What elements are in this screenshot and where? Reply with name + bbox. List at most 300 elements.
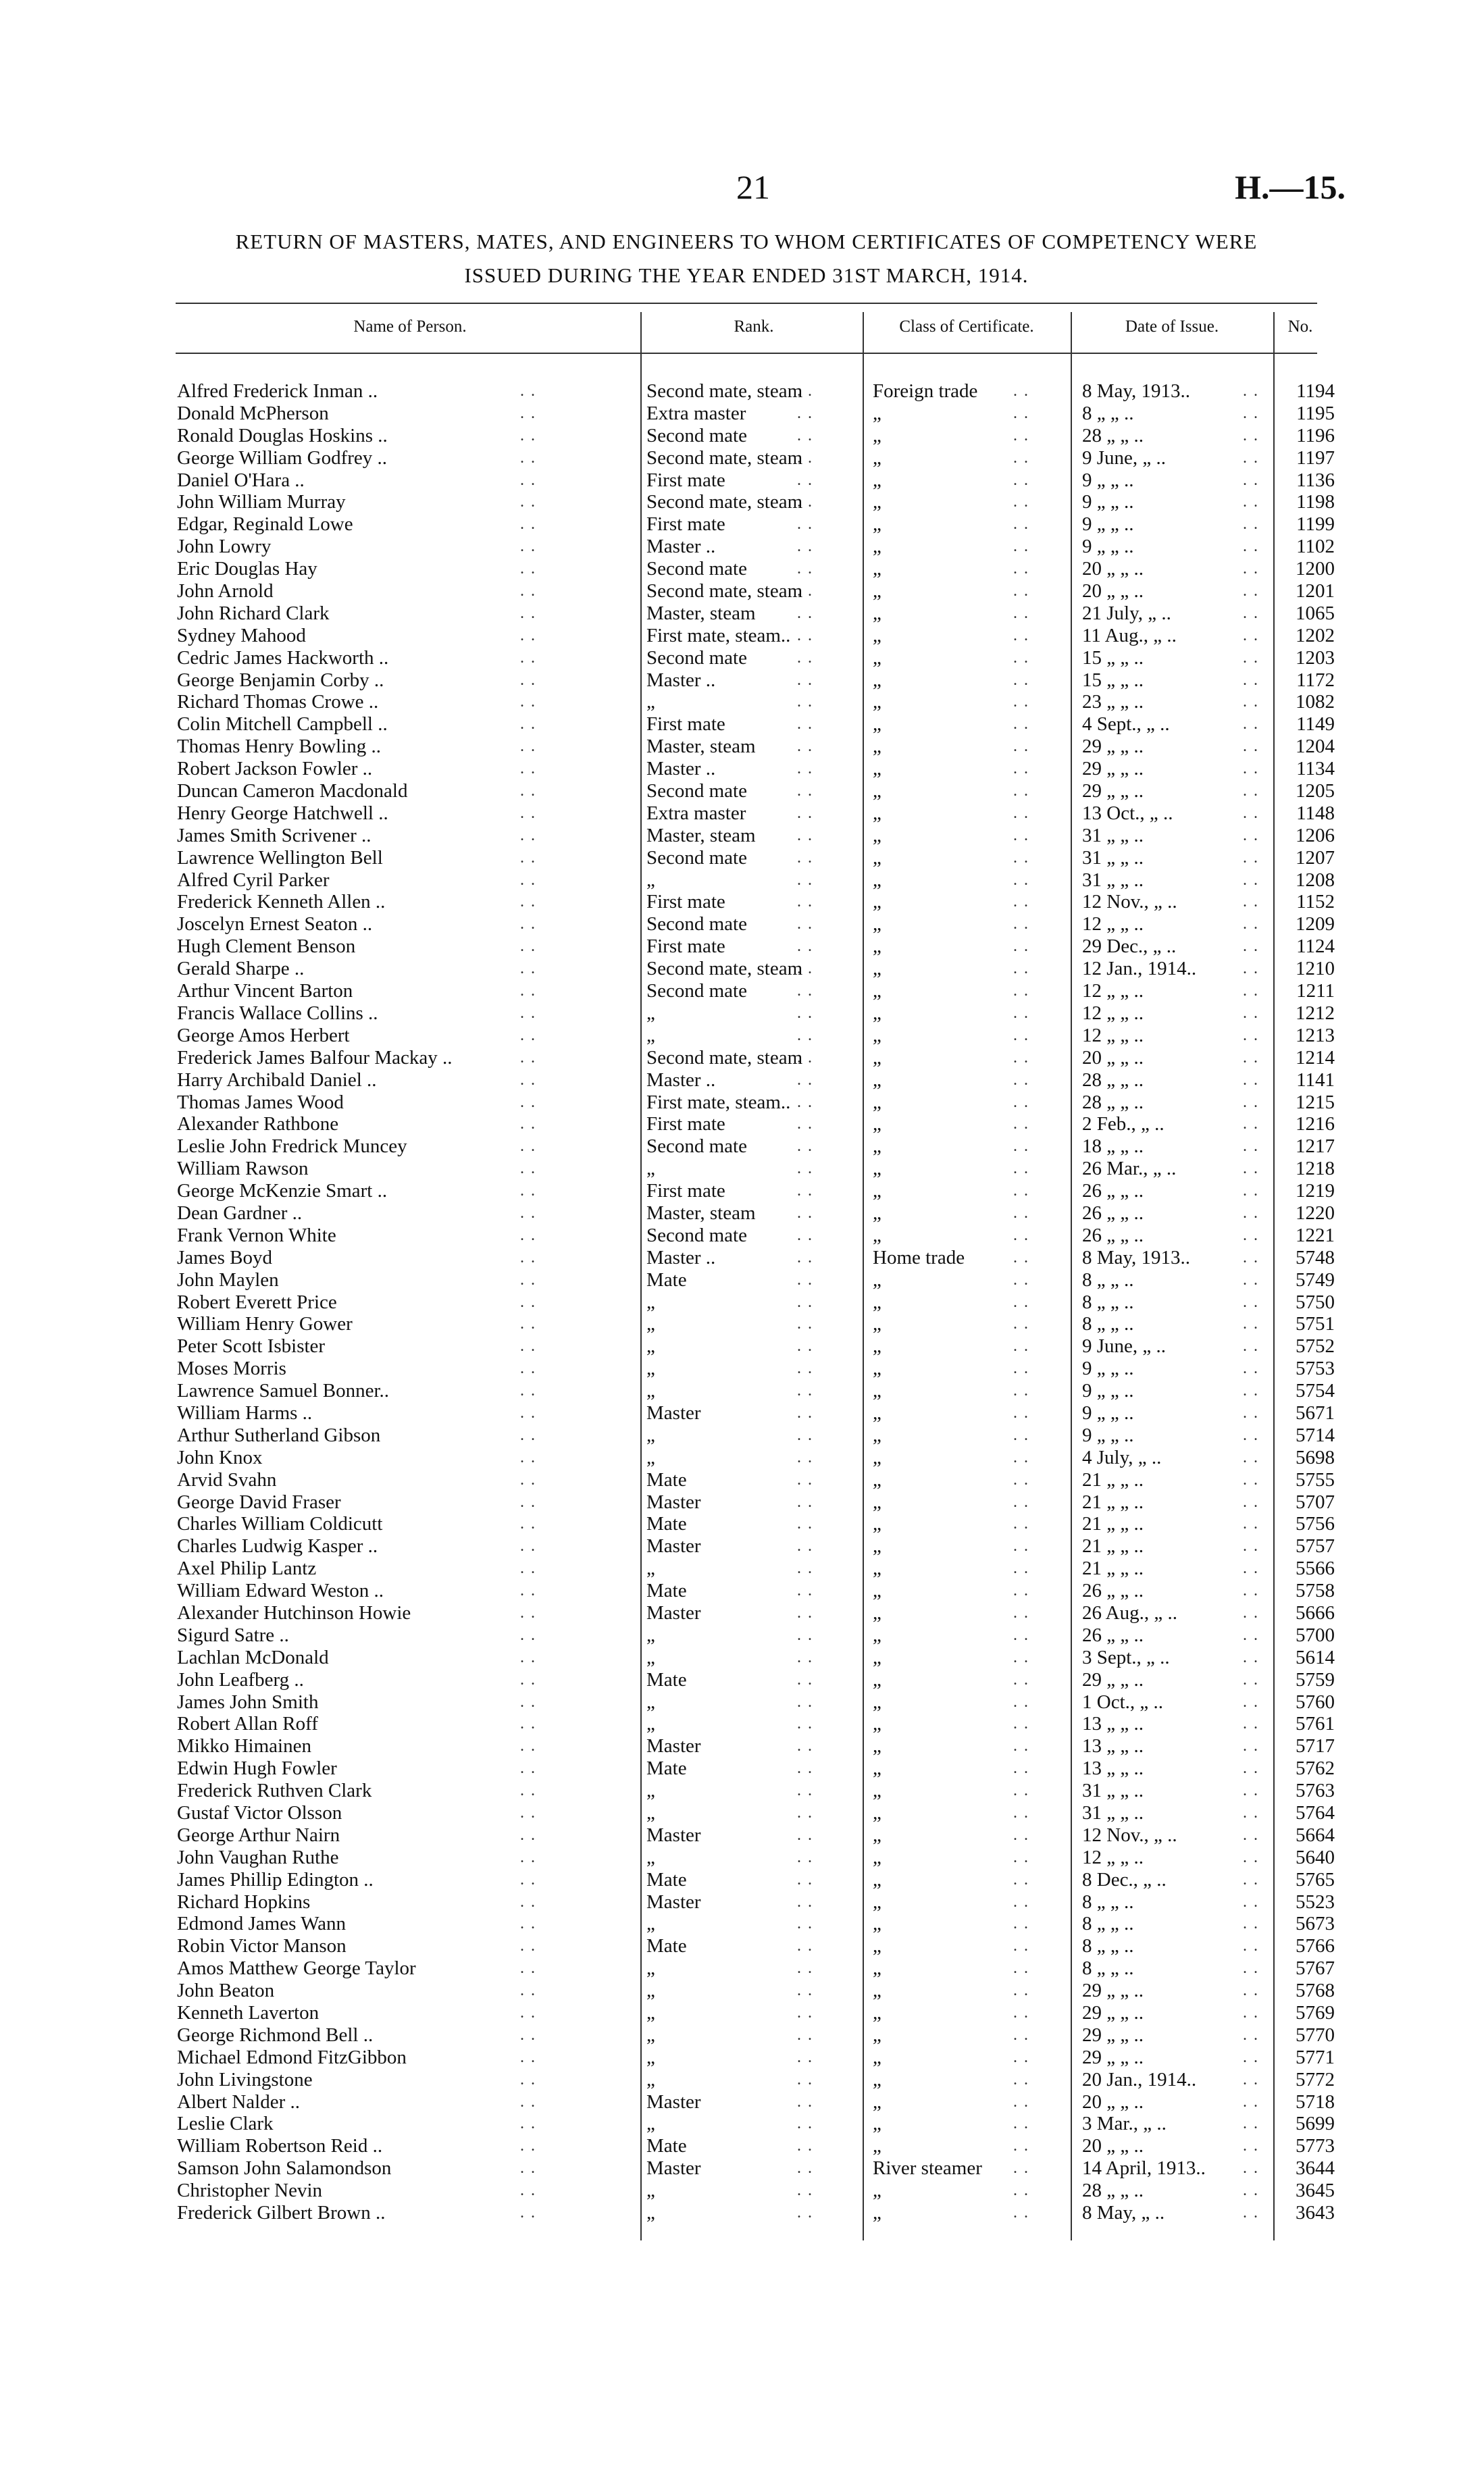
- leader-dots: ..: [1013, 1537, 1035, 1556]
- number-cell: 5614: [1296, 1646, 1335, 1668]
- table-row: [0, 1002, 1484, 1025]
- leader-dots: ..: [520, 1804, 542, 1822]
- leader-dots: ..: [797, 693, 819, 711]
- table-row: [0, 713, 1484, 736]
- leader-dots: ..: [797, 1182, 819, 1200]
- person-name: James Boyd: [177, 1246, 272, 1268]
- number-cell: 1136: [1296, 469, 1335, 491]
- date-cell: 8 May, 1913..: [1082, 380, 1191, 402]
- leader-dots: ..: [797, 1160, 819, 1178]
- leader-dots: ..: [1243, 1048, 1264, 1067]
- leader-dots: ..: [1013, 826, 1035, 844]
- table-row: [0, 513, 1484, 536]
- date-cell: 12 Jan., 1914..: [1082, 958, 1197, 980]
- number-cell: 1194: [1296, 380, 1335, 402]
- table-row: [0, 691, 1484, 713]
- leader-dots: ..: [1013, 1737, 1035, 1755]
- rank-cell: Second mate, steam: [646, 580, 803, 602]
- class-cell: „: [873, 691, 881, 713]
- class-cell: „: [873, 935, 881, 958]
- class-cell: „: [873, 1424, 881, 1446]
- rank-cell: „: [646, 1913, 655, 1935]
- rank-cell: Second mate, steam: [646, 491, 803, 513]
- class-cell: „: [873, 1069, 881, 1091]
- leader-dots: ..: [520, 871, 542, 889]
- number-cell: 5566: [1296, 1558, 1335, 1580]
- leader-dots: ..: [520, 2159, 542, 2178]
- date-cell: 26 „ „ ..: [1082, 1180, 1144, 1202]
- person-name: John Richard Clark: [177, 602, 330, 624]
- rank-cell: Second mate: [646, 424, 747, 446]
- leader-dots: ..: [1013, 1182, 1035, 1200]
- leader-dots: ..: [797, 782, 819, 800]
- leader-dots: ..: [520, 1115, 542, 1133]
- table-row: [0, 2157, 1484, 2180]
- person-name: Colin Mitchell Campbell ..: [177, 713, 388, 736]
- leader-dots: ..: [1013, 804, 1035, 822]
- rank-cell: Second mate: [646, 1135, 747, 1158]
- class-cell: „: [873, 2024, 881, 2046]
- leader-dots: ..: [1243, 626, 1264, 644]
- date-cell: 28 „ „ ..: [1082, 1091, 1144, 1113]
- table-row: [0, 958, 1484, 980]
- class-cell: „: [873, 491, 881, 513]
- date-cell: 12 „ „ ..: [1082, 1024, 1144, 1046]
- person-name: Frederick Kenneth Allen ..: [177, 891, 386, 913]
- leader-dots: ..: [520, 1093, 542, 1111]
- rank-cell: Master: [646, 1491, 701, 1513]
- table-row: [0, 1202, 1484, 1225]
- date-cell: 31 „ „ ..: [1082, 869, 1144, 891]
- person-name: Lawrence Samuel Bonner..: [177, 1380, 390, 1402]
- leader-dots: ..: [1243, 1026, 1264, 1044]
- number-cell: 1208: [1296, 869, 1335, 891]
- leader-dots: ..: [1243, 1382, 1264, 1400]
- date-cell: 21 „ „ ..: [1082, 1513, 1144, 1535]
- rank-cell: „: [646, 1335, 655, 1358]
- rank-cell: Second mate: [646, 1224, 747, 1246]
- date-cell: 20 „ „ ..: [1082, 1046, 1144, 1069]
- number-cell: 5748: [1296, 1246, 1335, 1268]
- number-cell: 1215: [1296, 1091, 1335, 1113]
- number-cell: 5700: [1296, 1624, 1335, 1646]
- number-cell: 1211: [1296, 980, 1335, 1002]
- leader-dots: ..: [797, 471, 819, 489]
- person-name: William Harms ..: [177, 1402, 313, 1424]
- class-cell: „: [873, 1358, 881, 1380]
- table-row: [0, 469, 1484, 492]
- date-cell: 9 „ „ ..: [1082, 536, 1134, 558]
- leader-dots: ..: [797, 1982, 819, 2000]
- person-name: Charles Ludwig Kasper ..: [177, 1535, 378, 1558]
- leader-dots: ..: [797, 1026, 819, 1044]
- table-row: [0, 1869, 1484, 1891]
- date-cell: 29 „ „ ..: [1082, 1980, 1144, 2002]
- date-cell: 3 Mar., „ ..: [1082, 2113, 1167, 2135]
- person-name: George William Godfrey ..: [177, 446, 388, 469]
- leader-dots: ..: [797, 1537, 819, 1556]
- leader-dots: ..: [520, 1782, 542, 1800]
- leader-dots: ..: [1013, 1337, 1035, 1356]
- leader-dots: ..: [1013, 1715, 1035, 1733]
- rank-cell: „: [646, 1646, 655, 1668]
- table-row: [0, 736, 1484, 758]
- class-cell: „: [873, 2202, 881, 2224]
- class-cell: „: [873, 913, 881, 935]
- number-cell: 1203: [1296, 646, 1335, 669]
- date-cell: 26 „ „ ..: [1082, 1224, 1144, 1246]
- leader-dots: ..: [1013, 1848, 1035, 1866]
- class-cell: „: [873, 1624, 881, 1646]
- date-cell: 29 „ „ ..: [1082, 780, 1144, 802]
- number-cell: 5699: [1296, 2113, 1335, 2135]
- number-cell: 1152: [1296, 891, 1335, 913]
- leader-dots: ..: [520, 938, 542, 956]
- class-cell: „: [873, 1180, 881, 1202]
- leader-dots: ..: [1243, 1360, 1264, 1378]
- leader-dots: ..: [1013, 1115, 1035, 1133]
- rank-cell: „: [646, 1002, 655, 1024]
- rank-cell: „: [646, 2202, 655, 2224]
- table-row: [0, 2135, 1484, 2157]
- rank-cell: „: [646, 1624, 655, 1646]
- rank-cell: First mate: [646, 891, 725, 913]
- leader-dots: ..: [520, 1404, 542, 1422]
- number-cell: 1207: [1296, 846, 1335, 869]
- date-cell: 29 „ „ ..: [1082, 758, 1144, 780]
- leader-dots: ..: [1013, 738, 1035, 756]
- leader-dots: ..: [520, 1248, 542, 1266]
- leader-dots: ..: [1243, 2137, 1264, 2155]
- person-name: John Vaughan Ruthe: [177, 1846, 339, 1868]
- person-name: James Phillip Edington ..: [177, 1868, 374, 1891]
- number-cell: 3644: [1296, 2157, 1335, 2180]
- leader-dots: ..: [1013, 1493, 1035, 1511]
- leader-dots: ..: [520, 2093, 542, 2111]
- rank-cell: First mate, steam..: [646, 1091, 791, 1113]
- person-name: Eric Douglas Hay: [177, 558, 317, 580]
- number-cell: 1200: [1296, 558, 1335, 580]
- class-cell: „: [873, 1402, 881, 1424]
- leader-dots: ..: [520, 1537, 542, 1556]
- table-row: [0, 1247, 1484, 1269]
- date-cell: 20 „ „ ..: [1082, 2135, 1144, 2157]
- leader-dots: ..: [797, 1937, 819, 1955]
- rank-cell: Master ..: [646, 536, 716, 558]
- rank-cell: „: [646, 2180, 655, 2202]
- leader-dots: ..: [1013, 1515, 1035, 1533]
- leader-dots: ..: [1013, 1670, 1035, 1689]
- person-name: Lawrence Wellington Bell: [177, 846, 383, 869]
- rank-cell: Mate: [646, 1668, 687, 1691]
- table-row: [0, 1824, 1484, 1847]
- leader-dots: ..: [1013, 448, 1035, 467]
- leader-dots: ..: [797, 915, 819, 933]
- date-cell: 4 Sept., „ ..: [1082, 713, 1170, 736]
- leader-dots: ..: [1243, 515, 1264, 534]
- class-cell: „: [873, 1802, 881, 1824]
- leader-dots: ..: [1013, 2026, 1035, 2044]
- rank-cell: Master, steam: [646, 824, 756, 846]
- leader-dots: ..: [520, 426, 542, 444]
- leader-dots: ..: [797, 982, 819, 1000]
- person-name: Moses Morris: [177, 1358, 286, 1380]
- number-cell: 1196: [1296, 424, 1335, 446]
- leader-dots: ..: [1013, 1026, 1035, 1044]
- date-cell: 26 Aug., „ ..: [1082, 1601, 1177, 1624]
- table-row: [0, 1647, 1484, 1669]
- class-cell: „: [873, 958, 881, 980]
- table-row: [0, 1780, 1484, 1802]
- leader-dots: ..: [1243, 382, 1264, 400]
- class-cell: „: [873, 1580, 881, 1602]
- number-cell: 1149: [1296, 713, 1335, 736]
- rank-cell: „: [646, 1024, 655, 1046]
- leader-dots: ..: [797, 2204, 819, 2222]
- class-cell: „: [873, 1980, 881, 2002]
- rank-cell: Master: [646, 1402, 701, 1424]
- class-cell: „: [873, 1780, 881, 1802]
- rank-cell: „: [646, 1424, 655, 1446]
- number-cell: 1209: [1296, 913, 1335, 935]
- date-cell: 12 Nov., „ ..: [1082, 891, 1177, 913]
- rank-cell: „: [646, 1957, 655, 1980]
- number-cell: 5752: [1296, 1335, 1335, 1358]
- leader-dots: ..: [1243, 2070, 1264, 2088]
- rank-cell: „: [646, 1380, 655, 1402]
- leader-dots: ..: [1013, 848, 1035, 867]
- table-row: [0, 2002, 1484, 2024]
- number-cell: 1210: [1296, 958, 1335, 980]
- leader-dots: ..: [797, 648, 819, 667]
- leader-dots: ..: [1243, 1093, 1264, 1111]
- date-cell: 8 „ „ ..: [1082, 1291, 1134, 1313]
- leader-dots: ..: [1013, 1893, 1035, 1911]
- person-name: Frank Vernon White: [177, 1224, 336, 1246]
- class-cell: „: [873, 713, 881, 736]
- number-cell: 5673: [1296, 1913, 1335, 1935]
- rank-cell: Second mate: [646, 558, 747, 580]
- number-cell: 1221: [1296, 1224, 1335, 1246]
- date-cell: 31 „ „ ..: [1082, 846, 1144, 869]
- person-name: John Arnold: [177, 580, 274, 602]
- leader-dots: ..: [1013, 2093, 1035, 2111]
- person-name: Cedric James Hackworth ..: [177, 646, 389, 669]
- date-cell: 2 Feb., „ ..: [1082, 1113, 1165, 1135]
- person-name: Sigurd Satre ..: [177, 1624, 289, 1646]
- number-cell: 1197: [1296, 446, 1335, 469]
- class-cell: „: [873, 2113, 881, 2135]
- leader-dots: ..: [1243, 538, 1264, 556]
- rank-cell: Master: [646, 2090, 701, 2113]
- leader-dots: ..: [520, 1204, 542, 1222]
- table-row: [0, 1335, 1484, 1358]
- leader-dots: ..: [1243, 1670, 1264, 1689]
- leader-dots: ..: [520, 471, 542, 489]
- leader-dots: ..: [797, 715, 819, 734]
- table-row: [0, 1180, 1484, 1202]
- leader-dots: ..: [1013, 382, 1035, 400]
- table-row: [0, 580, 1484, 602]
- leader-dots: ..: [797, 760, 819, 778]
- person-name: Richard Thomas Crowe ..: [177, 691, 379, 713]
- rank-cell: Mate: [646, 1757, 687, 1780]
- table-row: [0, 1069, 1484, 1092]
- leader-dots: ..: [797, 1737, 819, 1755]
- leader-dots: ..: [797, 1382, 819, 1400]
- leader-dots: ..: [1013, 1048, 1035, 1067]
- leader-dots: ..: [1243, 1515, 1264, 1533]
- table-row: [0, 869, 1484, 892]
- number-cell: 1220: [1296, 1202, 1335, 1224]
- person-name: Ronald Douglas Hoskins ..: [177, 424, 388, 446]
- leader-dots: ..: [1013, 2004, 1035, 2022]
- date-cell: 9 „ „ ..: [1082, 1380, 1134, 1402]
- table-row: [0, 536, 1484, 558]
- leader-dots: ..: [1013, 626, 1035, 644]
- leader-dots: ..: [1013, 1071, 1035, 1089]
- leader-dots: ..: [520, 2182, 542, 2200]
- number-cell: 5759: [1296, 1668, 1335, 1691]
- table-row: [0, 1602, 1484, 1624]
- person-name: Mikko Himainen: [177, 1735, 311, 1757]
- class-cell: „: [873, 646, 881, 669]
- leader-dots: ..: [520, 1870, 542, 1889]
- date-cell: 8 „ „ ..: [1082, 1913, 1134, 1935]
- leader-dots: ..: [1013, 471, 1035, 489]
- rank-cell: „: [646, 1980, 655, 2002]
- date-cell: 26 „ „ ..: [1082, 1202, 1144, 1224]
- person-name: John Leafberg ..: [177, 1668, 304, 1691]
- leader-dots: ..: [520, 715, 542, 734]
- number-cell: 1217: [1296, 1135, 1335, 1158]
- date-cell: 14 April, 1913..: [1082, 2157, 1206, 2180]
- class-cell: „: [873, 1291, 881, 1313]
- leader-dots: ..: [520, 2115, 542, 2133]
- column-header-no: No.: [1287, 317, 1313, 336]
- leader-dots: ..: [1243, 738, 1264, 756]
- leader-dots: ..: [520, 626, 542, 644]
- leader-dots: ..: [520, 1515, 542, 1533]
- rank-cell: Second mate, steam: [646, 1046, 803, 1069]
- leader-dots: ..: [797, 1782, 819, 1800]
- class-cell: „: [873, 424, 881, 446]
- table-row: [0, 1713, 1484, 1735]
- table-row: [0, 913, 1484, 935]
- leader-dots: ..: [1013, 1915, 1035, 1933]
- person-name: Robin Victor Manson: [177, 1935, 347, 1957]
- person-name: Christopher Nevin: [177, 2180, 323, 2202]
- leader-dots: ..: [520, 1670, 542, 1689]
- rank-cell: First mate: [646, 935, 725, 958]
- leader-dots: ..: [1243, 671, 1264, 689]
- person-name: George Benjamin Corby ..: [177, 669, 384, 691]
- rank-cell: First mate, steam..: [646, 624, 791, 646]
- person-name: Edgar, Reginald Lowe: [177, 513, 353, 536]
- leader-dots: ..: [1013, 1693, 1035, 1711]
- class-cell: „: [873, 446, 881, 469]
- leader-dots: ..: [797, 2070, 819, 2088]
- rank-cell: Second mate: [646, 646, 747, 669]
- table-row: [0, 935, 1484, 958]
- leader-dots: ..: [1243, 982, 1264, 1000]
- leader-dots: ..: [1013, 2070, 1035, 2088]
- number-cell: 1201: [1296, 580, 1335, 602]
- rank-cell: „: [646, 1358, 655, 1380]
- number-cell: 5764: [1296, 1802, 1335, 1824]
- person-name: Daniel O'Hara ..: [177, 469, 305, 491]
- leader-dots: ..: [520, 826, 542, 844]
- date-cell: 9 June, „ ..: [1082, 1335, 1167, 1358]
- leader-dots: ..: [520, 1626, 542, 1644]
- number-cell: 1219: [1296, 1180, 1335, 1202]
- class-cell: „: [873, 2002, 881, 2024]
- leader-dots: ..: [520, 1137, 542, 1156]
- date-cell: 20 „ „ ..: [1082, 558, 1144, 580]
- person-name: John William Murray: [177, 491, 346, 513]
- number-cell: 5753: [1296, 1358, 1335, 1380]
- class-cell: Foreign trade: [873, 380, 978, 402]
- class-cell: „: [873, 469, 881, 491]
- person-name: Hugh Clement Benson: [177, 935, 356, 958]
- leader-dots: ..: [797, 1870, 819, 1889]
- leader-dots: ..: [797, 1915, 819, 1933]
- leader-dots: ..: [797, 1804, 819, 1822]
- leader-dots: ..: [1013, 2137, 1035, 2155]
- number-cell: 5766: [1296, 1935, 1335, 1957]
- leader-dots: ..: [797, 848, 819, 867]
- leader-dots: ..: [1243, 448, 1264, 467]
- table-row: [0, 1025, 1484, 1047]
- rank-cell: Master, steam: [646, 736, 756, 758]
- number-cell: 5707: [1296, 1491, 1335, 1513]
- leader-dots: ..: [797, 1959, 819, 1978]
- leader-dots: ..: [1243, 1248, 1264, 1266]
- table-row: [0, 2202, 1484, 2224]
- leader-dots: ..: [1243, 1982, 1264, 2000]
- leader-dots: ..: [1013, 2182, 1035, 2200]
- leader-dots: ..: [1243, 2093, 1264, 2111]
- leader-dots: ..: [1013, 648, 1035, 667]
- leader-dots: ..: [1013, 1315, 1035, 1333]
- rank-cell: Master: [646, 1601, 701, 1624]
- leader-dots: ..: [1243, 1271, 1264, 1289]
- person-name: Arthur Vincent Barton: [177, 980, 353, 1002]
- table-row: [0, 758, 1484, 780]
- leader-dots: ..: [1013, 1937, 1035, 1955]
- leader-dots: ..: [1243, 1337, 1264, 1356]
- person-name: Thomas James Wood: [177, 1091, 344, 1113]
- leader-dots: ..: [1243, 960, 1264, 978]
- date-cell: 8 „ „ ..: [1082, 1891, 1134, 1913]
- rank-cell: Second mate, steam: [646, 446, 803, 469]
- date-cell: 9 „ „ ..: [1082, 469, 1134, 491]
- leader-dots: ..: [797, 871, 819, 889]
- leader-dots: ..: [520, 1648, 542, 1666]
- leader-dots: ..: [520, 582, 542, 600]
- leader-dots: ..: [1243, 1603, 1264, 1622]
- number-cell: 5718: [1296, 2090, 1335, 2113]
- table-row: [0, 1447, 1484, 1469]
- leader-dots: ..: [520, 1737, 542, 1755]
- number-cell: 5767: [1296, 1957, 1335, 1980]
- class-cell: „: [873, 1158, 881, 1180]
- leader-dots: ..: [1013, 1804, 1035, 1822]
- number-cell: 5750: [1296, 1291, 1335, 1313]
- leader-dots: ..: [520, 1715, 542, 1733]
- leader-dots: ..: [1013, 760, 1035, 778]
- leader-dots: ..: [797, 1470, 819, 1489]
